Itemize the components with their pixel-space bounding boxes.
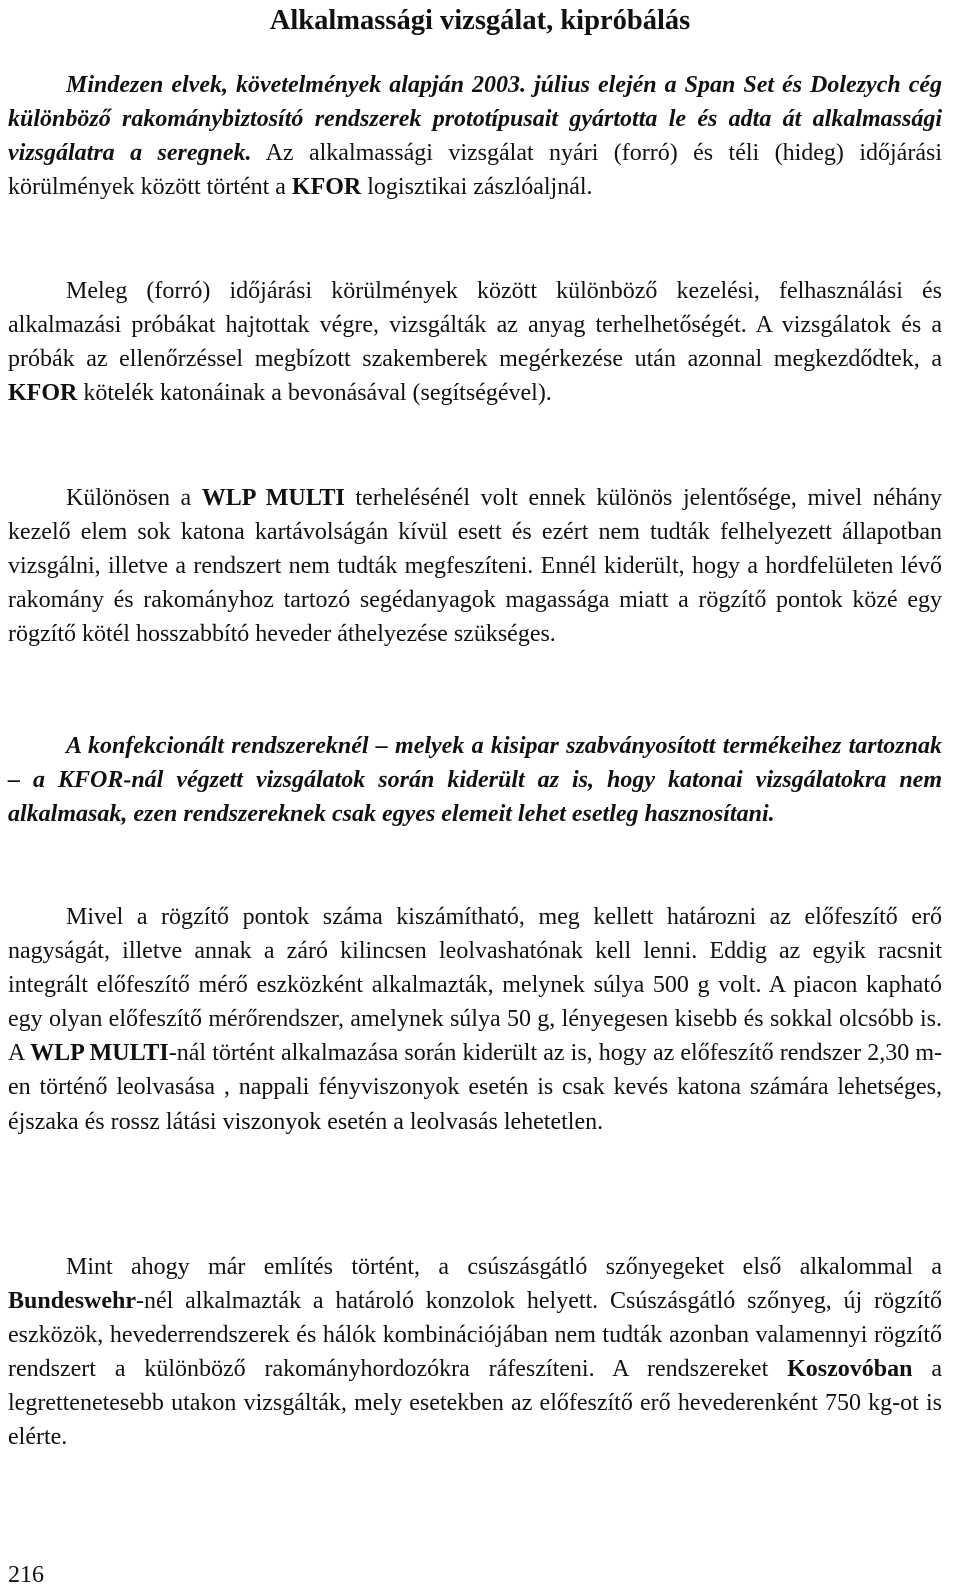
- paragraph-6: [8, 1250, 942, 1455]
- body-text: kötelék katonáinak a bevonásával (segítségével).: [77, 380, 552, 407]
- body-text: Mint ahogy már említés történt, a csúszásgátló szőnyegeket első alkalommal a: [66, 1254, 942, 1280]
- body-text: a legrettenetesebb utakon vizsgálták, mely esetekben az előfeszítő erő hevederenként 750 kg-ot is elérte.: [8, 1356, 942, 1451]
- section-title: Alkalmassági vizsgálat, kipróbálás: [269, 5, 691, 36]
- paragraph-5: [8, 900, 942, 1139]
- bold-term: Koszovóban: [787, 1356, 913, 1383]
- body-text: Meleg (forró) időjárási körülmények között különböző kezelési, felhasználási és alkalmazási próbákat hajtottak végre, vizsgálták az anyag terhelhetőségét. A vizsgálatok és a próbák az ellenőrzéssel megbízott szakemberek megérkezése után azonnal megkezdődtek, a: [8, 278, 942, 373]
- paragraph-1: [8, 68, 942, 204]
- body-text: terhelésénél volt ennek különös jelentősége, mivel néhány kezelő elem sok katona kartávolságán kívül esett és ezért nem tudták felhelyezett állapotban vizsgálni, illetve a rendszert nem tudták megfeszíteni. Ennél kiderült, hogy a hordfelületen lévő rakomány és rakományhoz tartozó segédanyagok magassága miatt a rögzítő pontok közé egy rögzítő kötél hosszabbító heveder áthelyezése szükséges.: [8, 485, 943, 648]
- paragraph-3: [8, 481, 942, 651]
- emphasis-text: Mindezen elvek, követelmények alapján 2003. július elején a Span Set és Dolezych cég különböző rakománybiztosító rendszerek prototípusait gyártotta le és adta át alkalmassági vizsgálatra a seregnek.: [8, 72, 942, 167]
- bold-term: WLP MULTI: [201, 485, 345, 511]
- emphasis-text: A konfekcionált rendszereknél – melyek a kisipar szabványosított termékeihez tartoznak – a KFOR-nál végzett vizsgálatok során kiderült az is, hogy katonai vizsgálatokra nem alkalmasak, ezen rendszereknek csak egyes elemeit lehet esetleg hasznosítani.: [8, 733, 942, 828]
- body-text: Mivel a rögzítő pontok száma kiszámítható, meg kellett határozni az előfeszítő erő nagyságát, illetve annak a záró kilincsen leolvashatónak kell lenni. Eddig az egyik racsnit integrált előfeszítő mérő eszközként alkalmazták, melynek súlya 500 g volt. A piacon kapható egy olyan előfeszítő mérőrendszer, amelynek súlya 50 g, lényegesen kisebb és sokkal olcsóbb is. A: [8, 904, 942, 1067]
- bold-term: Bundeswehr: [8, 1288, 137, 1315]
- body-text: -nál történt alkalmazása során kiderült az is, hogy az előfeszítő rendszer 2,30 m-en történő leolvasása , nappali fényviszonyok esetén is csak kevés katona számára lehetséges, éjszaka és rossz látási viszonyok esetén a leolvasás lehetetlen.: [8, 1040, 942, 1135]
- body-text: Az alkalmassági vizsgálat nyári (forró) és téli (hideg) időjárási körülmények között történt a: [8, 140, 942, 201]
- bold-term: KFOR: [8, 380, 78, 407]
- body-text: logisztikai zászlóaljnál.: [361, 174, 593, 201]
- paragraph-2: [8, 274, 942, 410]
- paragraph-4: [8, 729, 942, 831]
- body-text: -nél alkalmazták a határoló konzolok helyett. Csúszásgátló szőnyeg, új rögzítő eszközök, hevederrendszerek és hálók kombinációjában nem tudták azonban valamennyi rögzítő rendszert a különböző rakományhordozókra ráfeszíteni. A rendszereket: [8, 1288, 942, 1383]
- bold-term: WLP MULTI: [30, 1040, 169, 1067]
- bold-term: KFOR: [291, 174, 362, 201]
- page-number: 216: [8, 1562, 44, 1588]
- body-text: Különösen a: [66, 485, 202, 511]
